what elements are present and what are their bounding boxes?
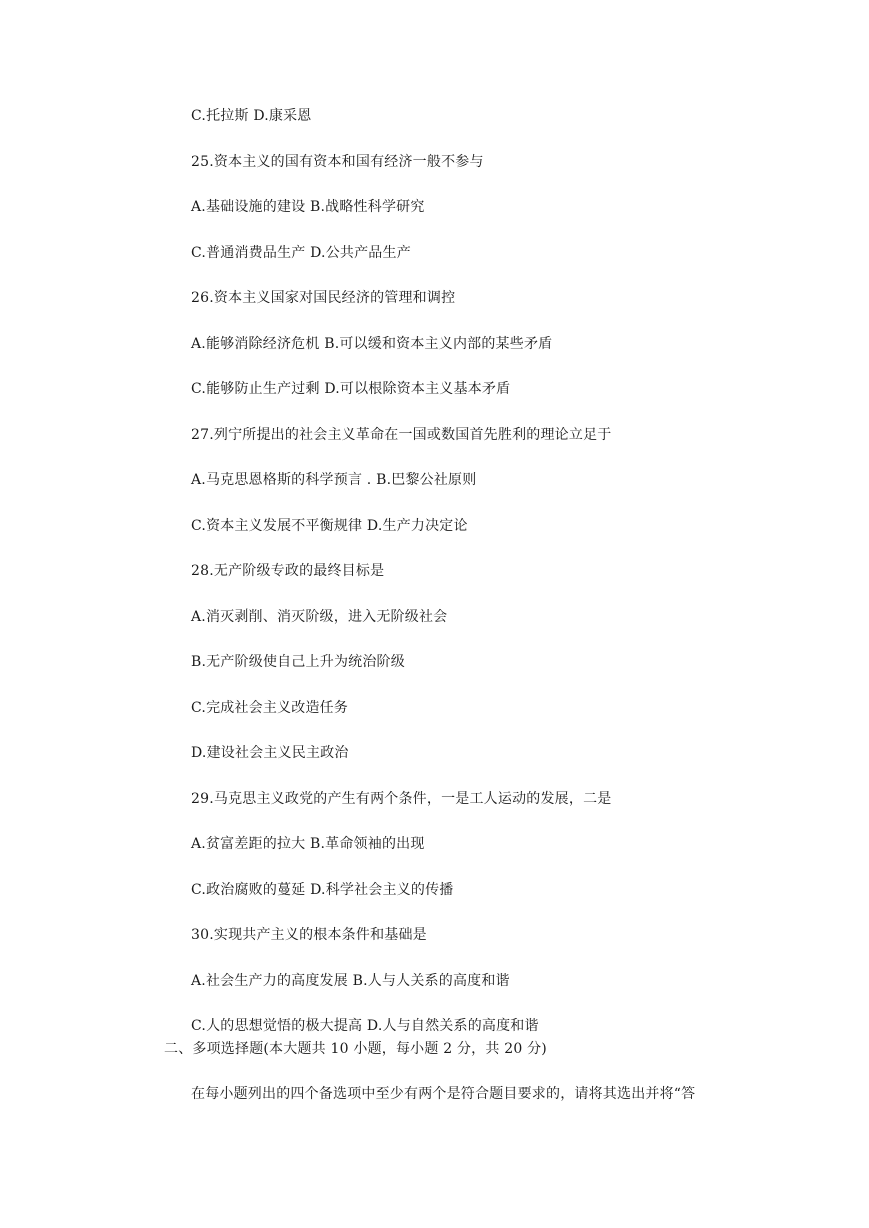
option-line: C.资本主义发展不平衡规律 D.生产力决定论 (191, 518, 468, 534)
question-26: 26.资本主义国家对国民经济的管理和调控 (191, 290, 456, 306)
question-29: 29.马克思主义政党的产生有两个条件，一是工人运动的发展，二是 (191, 791, 612, 807)
option-line: B.无产阶级使自己上升为统治阶级 (191, 654, 405, 670)
option-line: C.人的思想觉悟的极大提高 D.人与自然关系的高度和谐 (191, 1018, 539, 1034)
option-line: A.马克思恩格斯的科学预言 . B.巴黎公社原则 (191, 472, 477, 488)
option-line: C.普通消费品生产 D.公共产品生产 (191, 245, 411, 261)
question-28: 28.无产阶级专政的最终目标是 (191, 563, 385, 579)
option-line: A.能够消除经济危机 B.可以缓和资本主义内部的某些矛盾 (191, 336, 553, 352)
option-line: D.建设社会主义民主政治 (191, 745, 349, 761)
option-line: C.政治腐败的蔓延 D.科学社会主义的传播 (191, 882, 454, 898)
question-25: 25.资本主义的国有资本和国有经济一般不参与 (191, 154, 484, 170)
section-heading: 二、多项选择题(本大题共 10 小题，每小题 2 分，共 20 分) (164, 1041, 547, 1057)
option-line: C.完成社会主义改造任务 (191, 700, 349, 716)
option-line: A.消灭剥削、消灭阶级，进入无阶级社会 (191, 609, 448, 625)
question-30: 30.实现共产主义的根本条件和基础是 (191, 927, 427, 943)
option-line: A.社会生产力的高度发展 B.人与人关系的高度和谐 (191, 973, 510, 989)
option-line: C.托拉斯 D.康采恩 (191, 108, 312, 124)
option-line: A.基础设施的建设 B.战略性科学研究 (191, 199, 425, 215)
question-27: 27.列宁所提出的社会主义革命在一国或数国首先胜利的理论立足于 (191, 427, 612, 443)
instruction-paragraph: 在每小题列出的四个备选项中至少有两个是符合题目要求的，请将其选出并将“答 (191, 1086, 696, 1102)
option-line: A.贫富差距的拉大 B.革命领袖的出现 (191, 836, 425, 852)
option-line: C.能够防止生产过剩 D.可以根除资本主义基本矛盾 (191, 381, 511, 397)
